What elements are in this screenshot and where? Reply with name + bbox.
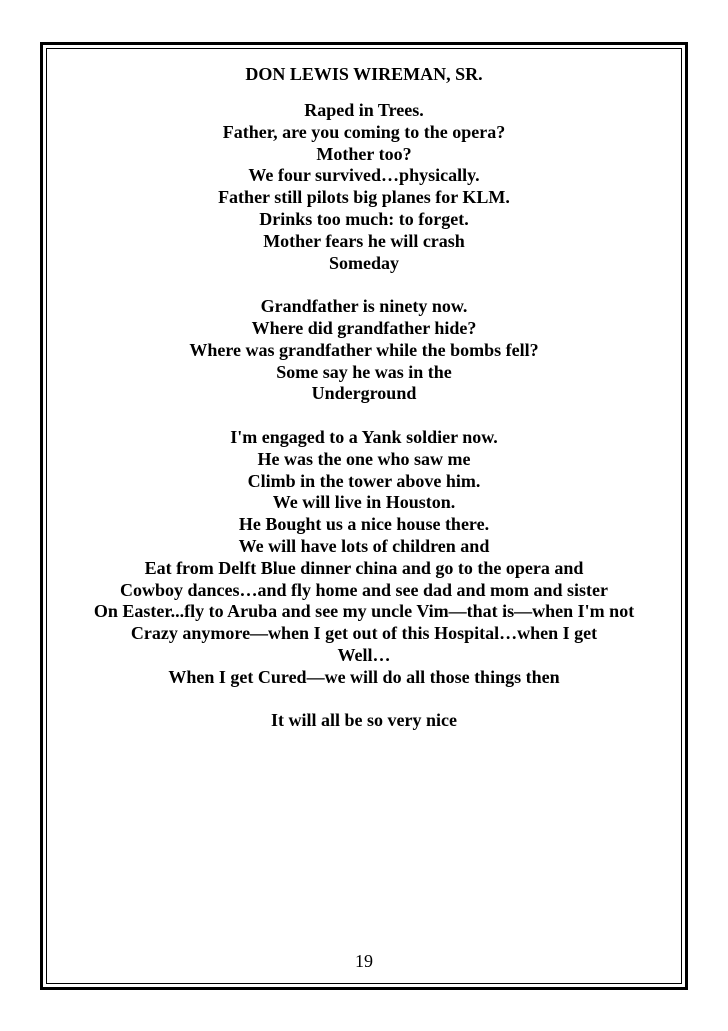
poem-line: On Easter...fly to Aruba and see my uncle Vim—that is—when I'm not <box>93 601 635 622</box>
poem-line: Where was grandfather while the bombs fell? <box>189 339 539 360</box>
poem-line: Well… <box>337 644 391 665</box>
author-heading: DON LEWIS WIREMAN, SR. <box>245 64 483 84</box>
poem-line: Father, are you coming to the opera? <box>222 121 506 142</box>
poem-line: Where did grandfather hide? <box>251 317 477 338</box>
poem-line: We will live in Houston. <box>272 492 456 513</box>
stanza-4 <box>44 710 684 732</box>
poem-line: He was the one who saw me <box>257 448 471 469</box>
stanza-3 <box>44 427 684 689</box>
page-number: 19 <box>355 951 373 971</box>
stanza-2 <box>44 296 684 405</box>
poem-line: Crazy anymore—when I get out of this Hospital…when I get <box>130 623 598 644</box>
poem-line: Some say he was in the <box>276 361 452 382</box>
poem-line: When I get Cured—we will do all those things then <box>168 666 560 687</box>
poem-line: Climb in the tower above him. <box>247 470 481 491</box>
poem-line: We will have lots of children and <box>238 535 490 556</box>
stanza-1 <box>44 100 684 274</box>
poem-line: It will all be so very nice <box>271 710 457 731</box>
poem-body <box>44 100 684 754</box>
poem-line: Drinks too much: to forget. <box>259 208 469 229</box>
poem-line: He Bought us a nice house there. <box>238 514 490 535</box>
poem-line: We four survived…physically. <box>248 165 480 186</box>
poem-line: Grandfather is ninety now. <box>260 296 468 317</box>
page <box>44 0 684 1031</box>
poem-line: Someday <box>328 252 399 273</box>
poem-line: Eat from Delft Blue dinner china and go to the opera and <box>144 557 584 578</box>
poem-line: I'm engaged to a Yank soldier now. <box>230 426 498 447</box>
poem-line: Underground <box>311 383 417 404</box>
poem-line: Father still pilots big planes for KLM. <box>218 187 510 208</box>
poem-line: Cowboy dances…and fly home and see dad and mom and sister <box>119 579 609 600</box>
poem-line: Raped in Trees. <box>304 100 424 120</box>
poem-line: Mother fears he will crash <box>263 230 465 251</box>
poem-line: Mother too? <box>316 143 412 164</box>
